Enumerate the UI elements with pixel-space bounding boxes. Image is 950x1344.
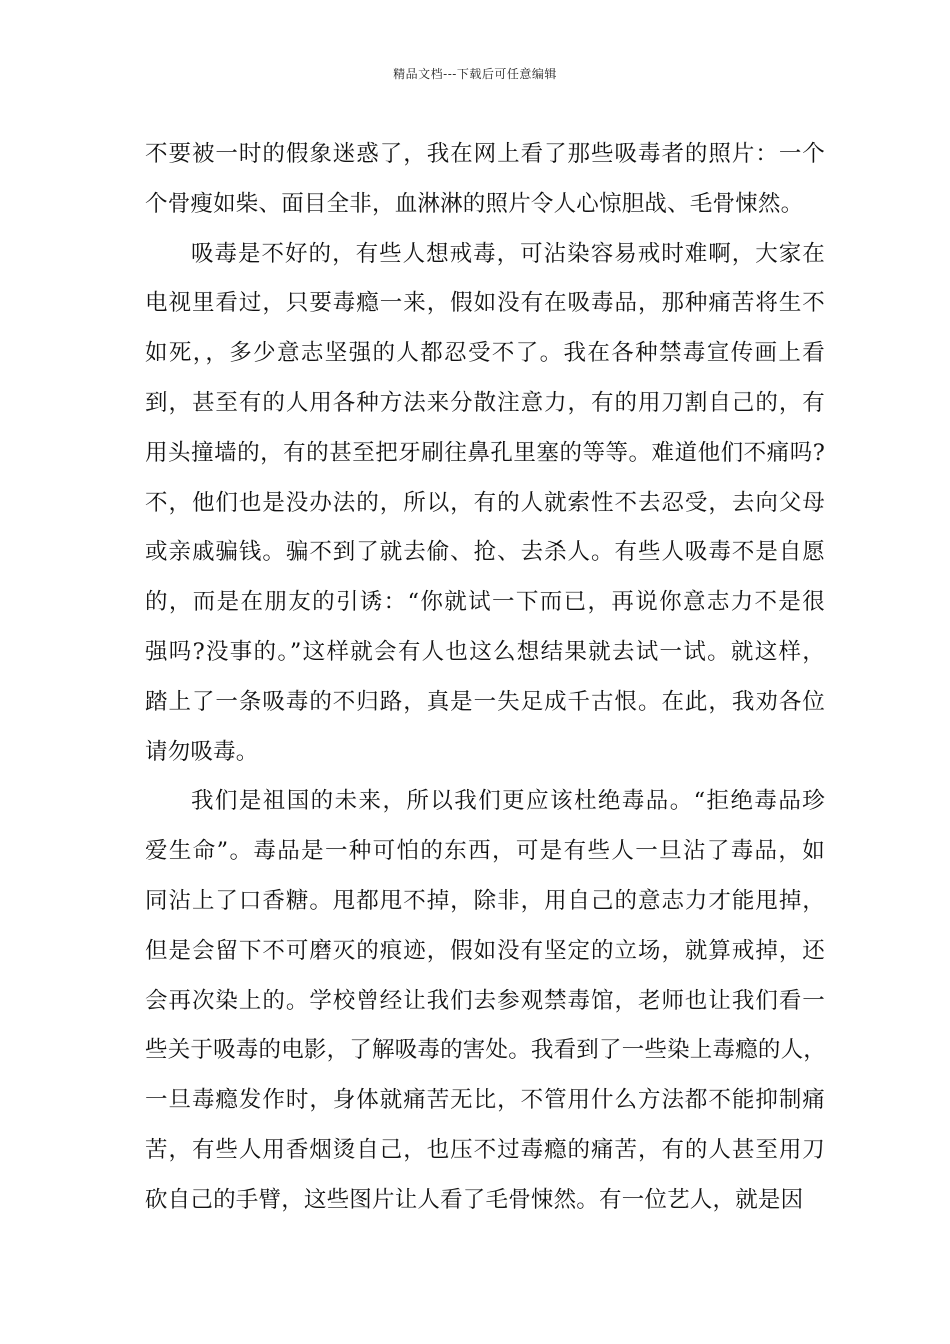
text-line: 踏上了一条吸毒的不归路，真是一失足成千古恨。在此，我劝各位	[145, 688, 825, 715]
page-header: 精品文档---下载后可任意编辑	[393, 67, 557, 81]
text-line: 苦，有些人用香烟烫自己，也压不过毒瘾的痛苦，有的人甚至用刀	[145, 1136, 825, 1163]
text-line: 或亲戚骗钱。骗不到了就去偷、抢、去杀人。有些人吸毒不是自愿	[145, 539, 825, 566]
paragraph	[145, 777, 825, 1225]
text-line: 砍自己的手臂，这些图片让人看了毛骨悚然。有一位艺人，就是因	[145, 1186, 804, 1213]
text-line: 吸毒是不好的，有些人想戒毒，可沾染容易戒时难啊，大家在	[191, 240, 825, 267]
text-line: 到，甚至有的人用各种方法来分散注意力，有的用刀割自己的，有	[145, 389, 825, 416]
text-line: 个骨瘦如柴、面目全非，血淋淋的照片令人心惊胆战、毛骨悚然。	[145, 190, 804, 217]
paragraph	[145, 230, 825, 778]
text-line: 我们是祖国的未来，所以我们更应该杜绝毒品。“拒绝毒品珍	[191, 788, 825, 815]
text-line: 如死，，多少意志坚强的人都忍受不了。我在各种禁毒宣传画上看	[145, 340, 825, 367]
text-line: 电视里看过，只要毒瘾一来，假如没有在吸毒品，那种痛苦将生不	[145, 290, 825, 317]
paragraph	[145, 130, 825, 230]
text-line: 爱生命”。毒品是一种可怕的东西，可是有些人一旦沾了毒品，如	[145, 838, 825, 865]
text-line: 用头撞墙的，有的甚至把牙刷往鼻孔里塞的等等。难道他们不痛吗?	[145, 439, 825, 466]
text-line: 同沾上了口香糖。甩都甩不掉，除非，用自己的意志力才能甩掉，	[145, 887, 825, 914]
text-line: 不要被一时的假象迷惑了，我在网上看了那些吸毒者的照片：一个	[145, 141, 825, 167]
text-line: 但是会留下不可磨灭的痕迹，假如没有坚定的立场，就算戒掉，还	[145, 937, 825, 964]
text-line: 的，而是在朋友的引诱：“你就试一下而已，再说你意志力不是很	[145, 589, 825, 616]
text-line: 请勿吸毒。	[145, 738, 259, 765]
text-line: 些关于吸毒的电影，了解吸毒的害处。我看到了一些染上毒瘾的人，	[145, 1037, 827, 1064]
text-line: 不，他们也是没办法的，所以，有的人就索性不去忍受，去向父母	[145, 489, 825, 516]
document-body	[145, 130, 825, 1226]
text-line: 一旦毒瘾发作时，身体就痛苦无比，不管用什么方法都不能抑制痛	[145, 1087, 825, 1114]
text-line: 强吗?没事的。”这样就会有人也这么想结果就去试一试。就这样，	[145, 638, 825, 665]
text-line: 会再次染上的。学校曾经让我们去参观禁毒馆，老师也让我们看一	[145, 987, 825, 1014]
